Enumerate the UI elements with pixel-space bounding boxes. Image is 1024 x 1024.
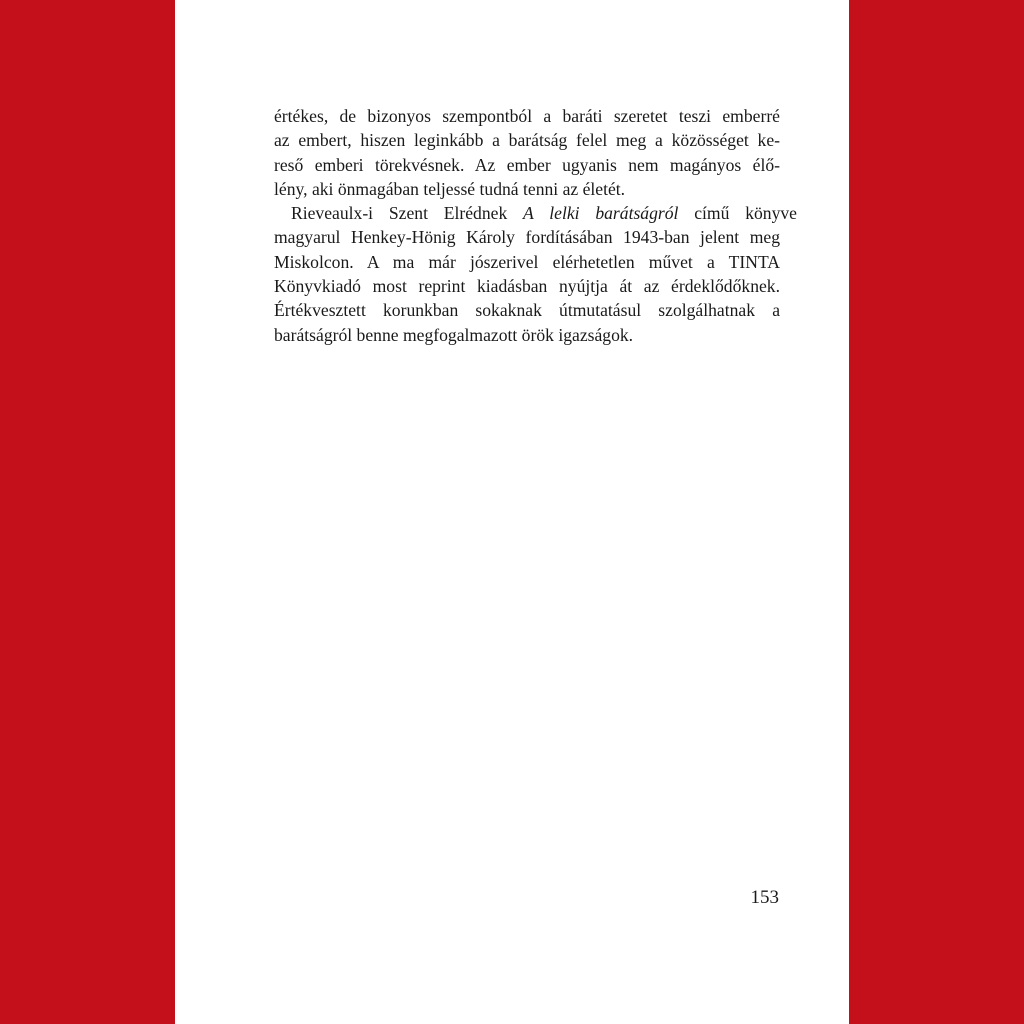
text-line: barátságról benne megfogalmazott örök igazságok.: [274, 324, 634, 345]
text-line-first: [274, 201, 797, 225]
book-title: A lelki barátságról: [523, 203, 679, 224]
book-page: [175, 0, 849, 1024]
paragraph-2: [274, 201, 797, 347]
paragraph-1: [274, 104, 780, 201]
text-line: Miskolcon. A ma már jószerivel elérhetetlen művet a TINTA: [274, 251, 780, 272]
text-segment: Rieveaulx-i Szent Elrédnek: [291, 203, 524, 224]
text-line: reső emberi törekvésnek. Az ember ugyanis nem magányos élő-: [274, 154, 780, 175]
page-number: 153: [750, 887, 779, 908]
text-line: lény, aki önmagában teljessé tudná tenni az életét.: [274, 178, 626, 199]
text-line: értékes, de bizonyos szempontból a baráti szeretet teszi emberré: [274, 106, 780, 126]
text-segment: című könyve: [678, 203, 797, 224]
text-line: magyarul Henkey-Hönig Károly fordításában 1943-ban jelent meg: [274, 227, 780, 248]
text-line: Könyvkiadó most reprint kiadásban nyújtja át az érdeklődőknek.: [274, 276, 780, 297]
text-line: az embert, hiszen leginkább a barátság felel meg a közösséget ke-: [274, 130, 780, 151]
body-text: [274, 104, 797, 347]
text-line: Értékvesztett korunkban sokaknak útmutatásul szolgálhatnak a: [274, 300, 780, 321]
